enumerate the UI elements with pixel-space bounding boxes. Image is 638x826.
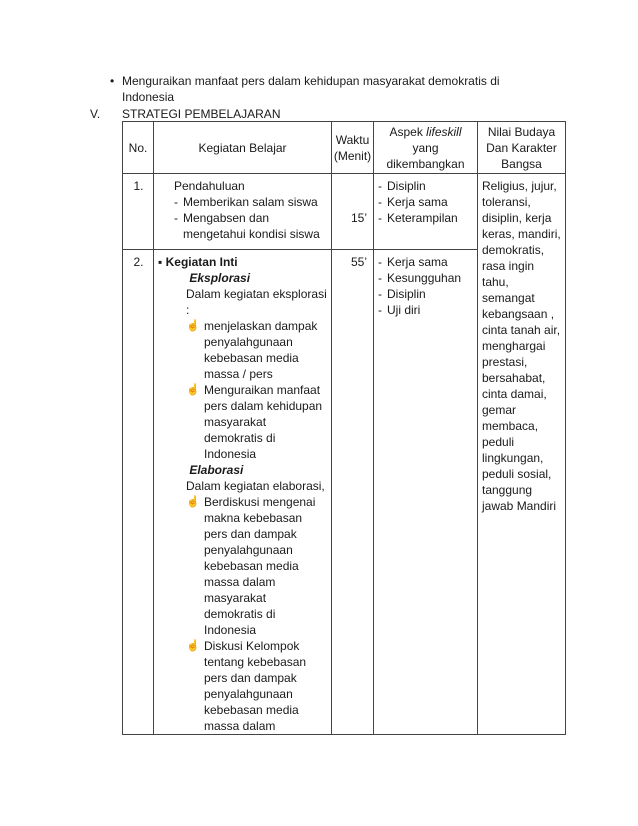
row2-no: 2.: [123, 250, 154, 735]
list-item: ☝ Menguraikan manfaat pers dalam kehidupan masyarakat demokratis di Indonesia: [186, 383, 323, 461]
row1-items: [158, 194, 328, 242]
learning-strategy-table: [122, 121, 566, 735]
eksplorasi-heading: [158, 270, 328, 286]
header-kegiatan: Kegiatan Belajar: [154, 122, 332, 174]
row1-aspek: [374, 174, 478, 250]
list-item: - Uji diri: [378, 302, 474, 318]
section-title: STRATEGI PEMBELAJARAN: [122, 107, 281, 121]
row2-waktu: 55’: [332, 250, 374, 735]
eksplorasi-intro: Dalam kegiatan eksplorasi :: [186, 287, 327, 317]
header-waktu: Waktu (Menit): [332, 122, 374, 174]
row1-aspek-list: [378, 178, 474, 226]
section-number: V.: [90, 107, 101, 121]
header-no: No.: [123, 122, 154, 174]
row2-kegiatan: [154, 250, 332, 735]
row2-title-line: [158, 254, 328, 270]
square-bullet-icon: ▪: [158, 255, 163, 269]
list-item: - Mengabsen dan mengetahui kondisi siswa: [174, 210, 328, 242]
table-row-pendahuluan: [123, 174, 566, 250]
pointing-hand-icon: ☝: [186, 496, 200, 508]
header-nilai: Nilai Budaya Dan Karakter Bangsa: [478, 122, 566, 174]
list-item: - Disiplin: [378, 178, 474, 194]
intro-bullet: [110, 73, 550, 105]
pointing-hand-icon: ☝: [186, 320, 200, 332]
list-item: - Kesungguhan: [378, 270, 474, 286]
pointing-hand-icon: ☝: [186, 640, 200, 652]
list-item: - Memberikan salam siswa: [174, 194, 328, 210]
header-aspek: Aspek lifeskill yang dikembangkan: [374, 122, 478, 174]
list-item: - Disiplin: [378, 286, 474, 302]
table-header-row: [123, 122, 566, 174]
eksplorasi-title: Eksplorasi: [189, 271, 251, 285]
list-item: - Kerja sama: [378, 194, 474, 210]
bullet-icon: •: [110, 74, 115, 88]
row2-aspek-list: [378, 254, 474, 318]
elaborasi-heading: [158, 462, 328, 478]
pointing-hand-icon: ☝: [186, 384, 200, 396]
intro-bullet-text: Menguraikan manfaat pers dalam kehidupan masyarakat demokratis di Indonesia: [122, 74, 500, 104]
row1-waktu: 15’: [332, 174, 374, 250]
row2-aspek: [374, 250, 478, 735]
elaborasi-intro: Dalam kegiatan elaborasi,: [186, 479, 325, 493]
row1-title: Pendahuluan: [174, 179, 245, 193]
list-item: - Kerja sama: [378, 254, 474, 270]
elaborasi-title: Elaborasi: [189, 463, 244, 477]
row2-title: Kegiatan Inti: [165, 255, 238, 269]
row1-kegiatan: [154, 174, 332, 250]
list-item: - Keterampilan: [378, 210, 474, 226]
list-item: ☝ menjelaskan dampak penyalahgunaan kebebasan media massa / pers: [186, 319, 318, 381]
nilai-karakter-cell: Religius, jujur, toleransi, disiplin, kerja keras, mandiri, demokratis, rasa ingin tahu, semangat kebangsaan , cinta tanah air, menghargai prestasi, bersahabat, cinta damai, gemar membaca, peduli lingkungan, peduli sosial, tanggung jawab Mandiri: [478, 174, 566, 735]
list-item: ☝ Berdiskusi mengenai makna kebebasan pers dan dampak penyalahgunaan kebebasan media massa dalam masyarakat demokratis di Indonesia: [186, 495, 316, 637]
list-item: ☝ Diskusi Kelompok tentang kebebasan pers dan dampak penyalahgunaan kebebasan media massa dalam: [186, 639, 307, 733]
row1-no: 1.: [123, 174, 154, 250]
